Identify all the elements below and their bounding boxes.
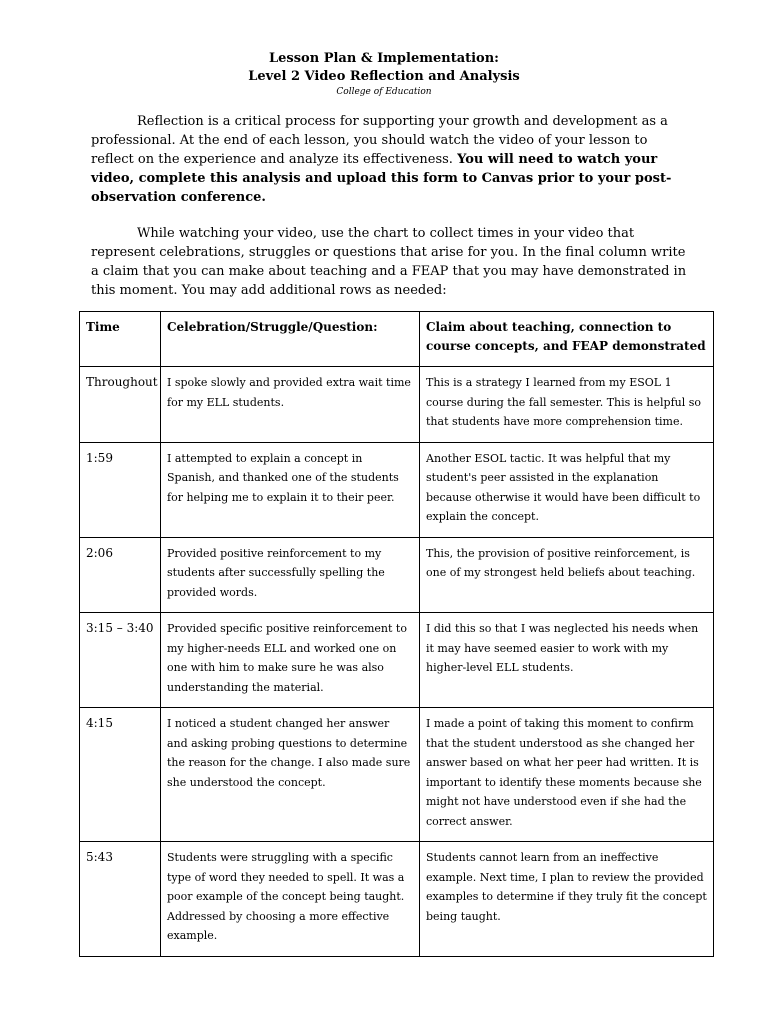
header-celebration: Celebration/Struggle/Question: xyxy=(161,312,420,367)
table-row xyxy=(80,537,714,613)
cell-time: 1:59 xyxy=(80,442,161,537)
table-row xyxy=(80,367,714,443)
cell-celebration: I spoke slowly and provided extra wait time for my ELL students. xyxy=(161,367,420,443)
document-subtitle-title: Level 2 Video Reflection and Analysis xyxy=(248,69,520,84)
cell-celebration: Provided positive reinforcement to my students after successfully spelling the provided words. xyxy=(161,537,420,613)
cell-celebration: I attempted to explain a concept in Spanish, and thanked one of the students for helping me to explain it to their peer. xyxy=(161,442,420,537)
cell-celebration: Provided specific positive reinforcement to my higher-needs ELL and worked one on one with him to make sure he was also understanding the material. xyxy=(161,613,420,708)
intro-paragraph-2-text: While watching your video, use the chart to collect times in your video that represent celebrations, struggles or questions that arise for you. In the final column write a claim that you can make about teaching and a FEAP that you may have demonstrated in this moment. You may add additional rows as needed: xyxy=(91,226,687,298)
table-row xyxy=(80,442,714,537)
header-claim: Claim about teaching, connection to course concepts, and FEAP demonstrated xyxy=(420,312,714,367)
cell-celebration: I noticed a student changed her answer and asking probing questions to determine the reason for the change. I also made sure she understood the concept. xyxy=(161,708,420,842)
title-block xyxy=(0,50,768,98)
cell-celebration: Students were struggling with a specific type of word they needed to spell. It was a poor example of the concept being taught. Addressed by choosing a more effective example. xyxy=(161,842,420,957)
cell-time: 5:43 xyxy=(80,842,161,957)
cell-time: 3:15 – 3:40 xyxy=(80,613,161,708)
cell-claim: This, the provision of positive reinforcement, is one of my strongest held beliefs about teaching. xyxy=(420,537,714,613)
table-row xyxy=(80,613,714,708)
cell-claim: I did this so that I was neglected his needs when it may have seemed easier to work with my higher-level ELL students. xyxy=(420,613,714,708)
cell-claim: Students cannot learn from an ineffective example. Next time, I plan to review the provided examples to determine if they truly fit the concept being taught. xyxy=(420,842,714,957)
cell-time: Throughout xyxy=(80,367,161,443)
intro-paragraph-1 xyxy=(91,112,691,207)
cell-claim: Another ESOL tactic. It was helpful that my student's peer assisted in the explanation because otherwise it would have been difficult to explain the concept. xyxy=(420,442,714,537)
college-label: College of Education xyxy=(336,87,432,97)
cell-claim: This is a strategy I learned from my ESOL 1 course during the fall semester. This is helpful so that students have more comprehension time. xyxy=(420,367,714,443)
cell-claim: I made a point of taking this moment to confirm that the student understood as she changed her answer based on what her peer had written. It is important to identify these moments because she might not have understood even if she had the correct answer. xyxy=(420,708,714,842)
table-header-row xyxy=(80,312,714,367)
table-row xyxy=(80,708,714,842)
header-time: Time xyxy=(80,312,161,367)
table-row xyxy=(80,842,714,957)
intro-paragraph-2 xyxy=(91,224,691,300)
intro-paragraph-1-instruction: You will need to watch your video, complete this analysis and upload this form to Canvas prior to your post-observation conference. xyxy=(91,152,672,205)
reflection-table xyxy=(79,311,714,957)
cell-time: 4:15 xyxy=(80,708,161,842)
document-title: Lesson Plan & Implementation: xyxy=(269,51,499,66)
intro-paragraph-1-text: Reflection is a critical process for supporting your growth and development as a professional. At the end of each lesson, you should watch the video of your lesson to reflect on the experience and analyze its effectiveness. xyxy=(91,114,668,167)
cell-time: 2:06 xyxy=(80,537,161,613)
